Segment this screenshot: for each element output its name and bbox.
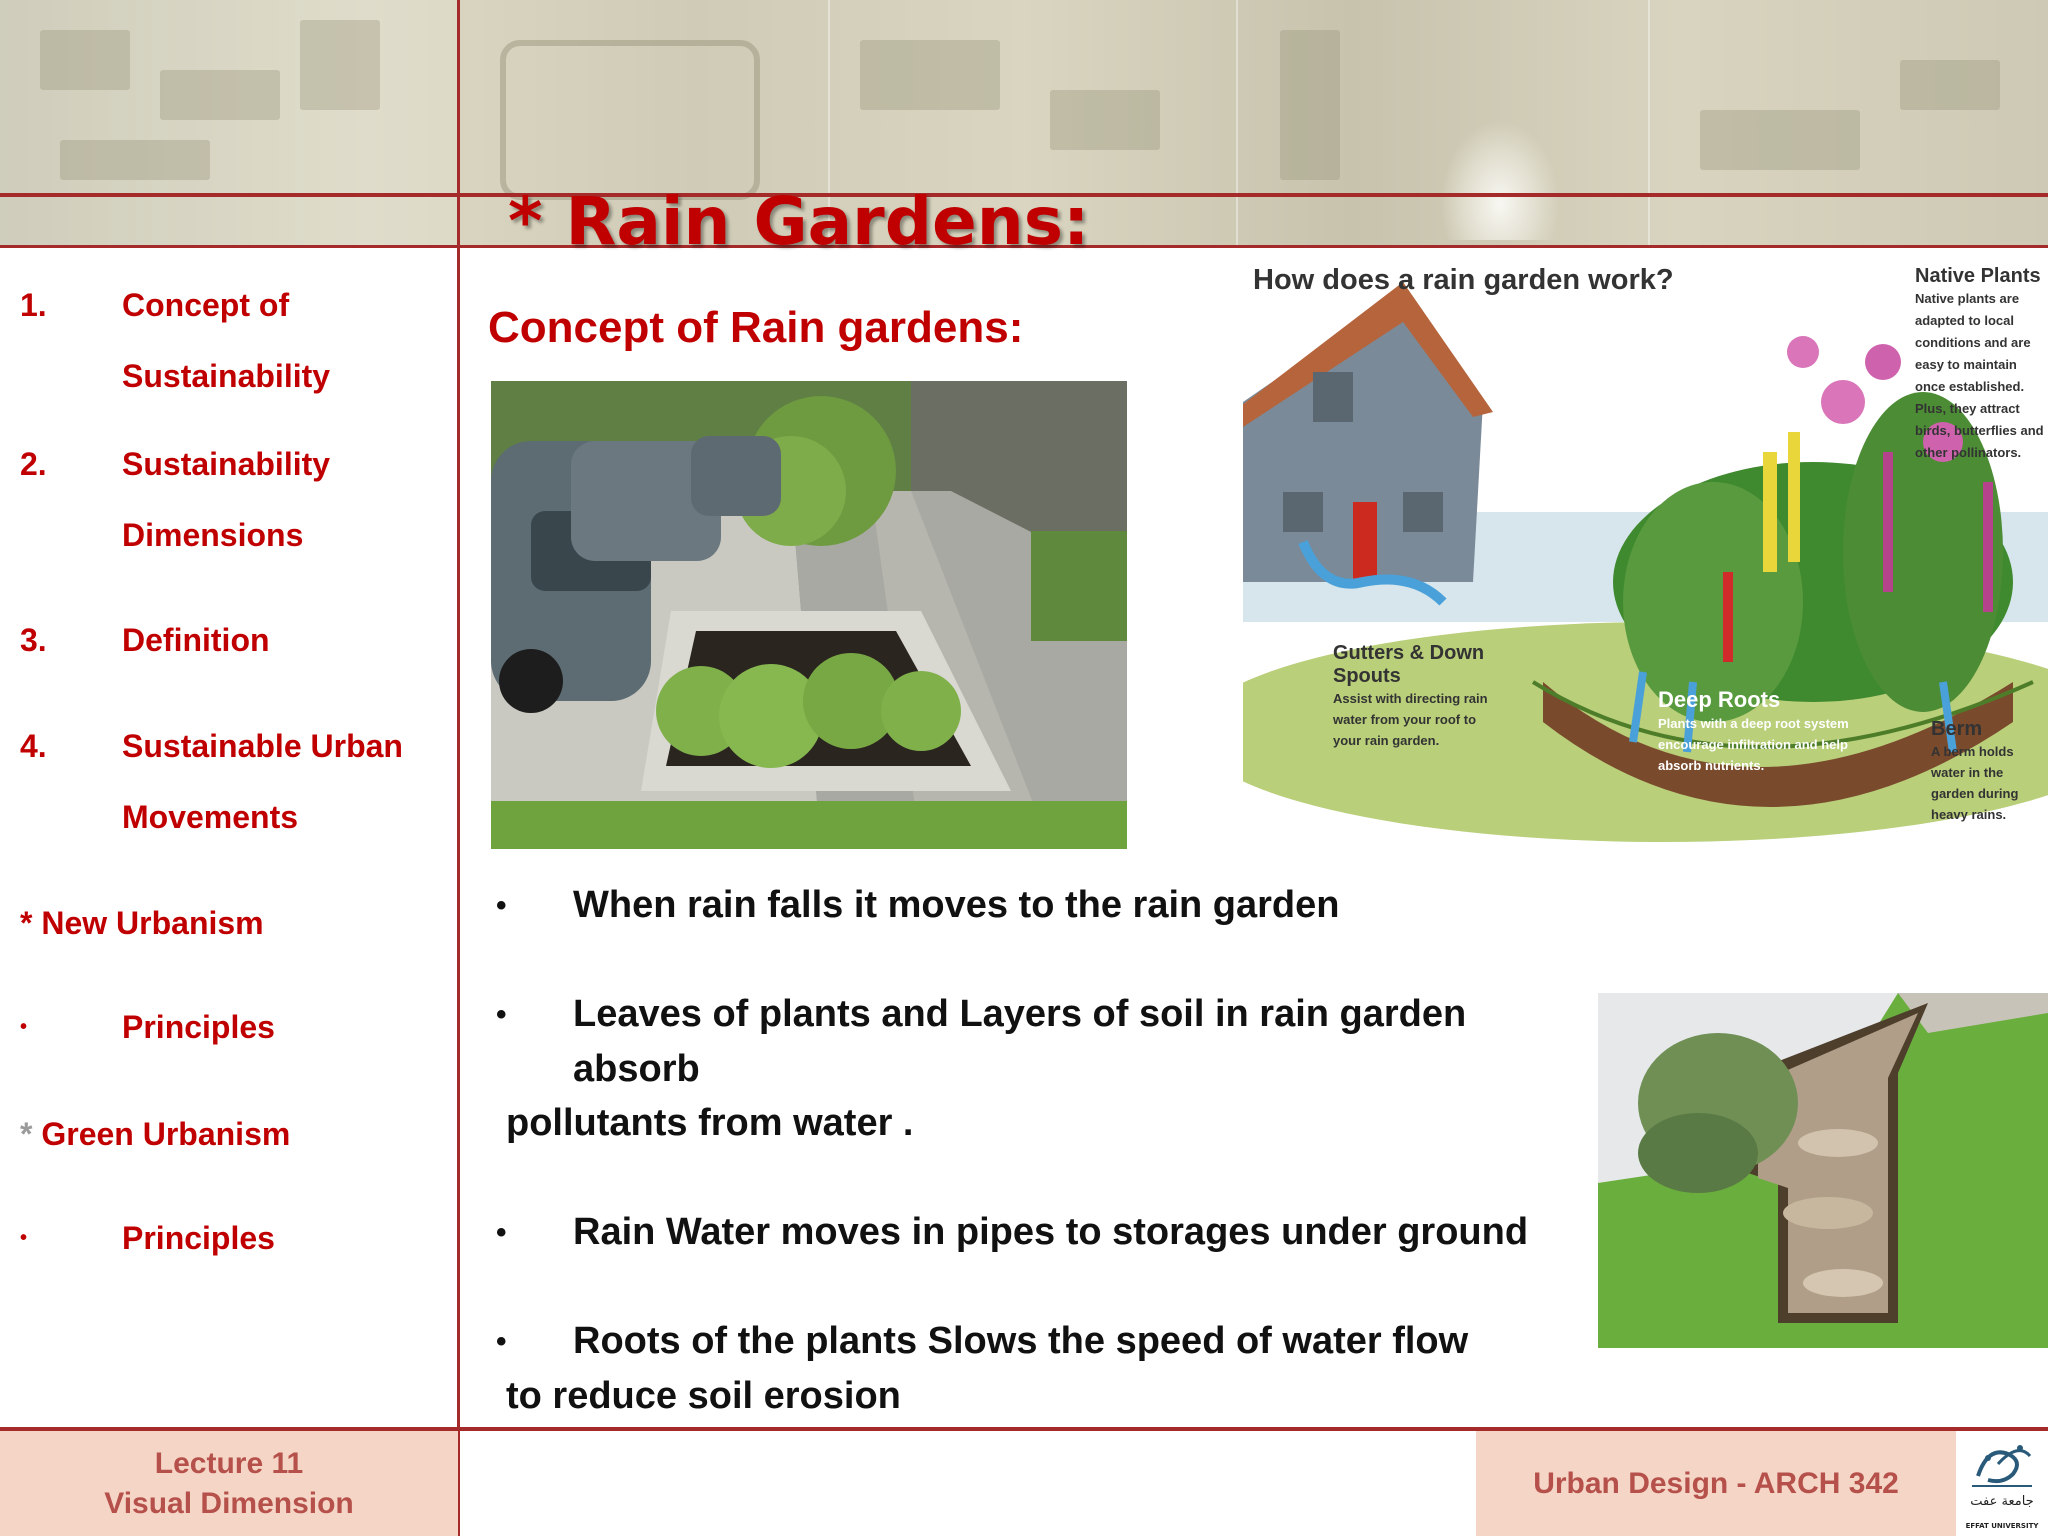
bullet-continuation: pollutants from water . (506, 1102, 914, 1144)
bullet-dot: • (20, 1227, 28, 1249)
sidebar-item-number: 4. (20, 728, 47, 764)
street-rain-garden-illustration (491, 381, 1127, 849)
university-logo-icon (1958, 1436, 2046, 1496)
university-logo (1958, 1436, 2046, 1532)
banner-tower (1280, 30, 1340, 180)
banner-building (1050, 90, 1160, 150)
sidebar-item-label: Definition (122, 622, 270, 658)
sidebar-item-number: 2. (20, 446, 47, 482)
bullet-dot: • (20, 1016, 28, 1038)
course-label: Urban Design - ARCH 342 (1533, 1466, 1899, 1500)
street-rain-garden-photo (491, 381, 1127, 849)
banner-building (1900, 60, 2000, 110)
footer-course-box (1476, 1431, 1956, 1536)
sidebar-outline (0, 248, 458, 1428)
banner-building (40, 30, 130, 90)
callout-body: Assist with directing rain water from your roof to your rain garden. (1333, 691, 1488, 748)
logo-caption: EFFAT UNIVERSITY (1965, 1522, 2039, 1530)
lecture-number: Lecture 11 (154, 1446, 304, 1480)
star-marker: * (20, 1116, 33, 1152)
bullet-text: When rain falls it moves to the rain garden (573, 884, 1340, 926)
sidebar-item-number: 3. (20, 622, 47, 658)
slide-title: * Rain Gardens: (508, 183, 1090, 260)
bullet-continuation: to reduce soil erosion (506, 1375, 901, 1417)
bullet-dot: • (496, 1325, 507, 1358)
bullet-text: Roots of the plants Slows the speed of water flow (573, 1320, 1469, 1362)
callout-body: Plants with a deep root system encourage infiltration and help absorb nutrients. (1658, 716, 1849, 773)
banner-building (160, 70, 280, 120)
banner-building (300, 20, 380, 110)
diagram-deep-roots-callout (1658, 687, 1858, 776)
banner-fountain (1440, 120, 1560, 240)
bullet-dot: • (496, 998, 507, 1031)
rock-swale-illustration (1598, 993, 2048, 1348)
sidebar-item-label: Principles (122, 1009, 275, 1045)
lecture-topic: Visual Dimension (104, 1486, 354, 1520)
sidebar-item-label: New Urbanism (41, 905, 264, 941)
bullet-text: Rain Water moves in pipes to storages under ground (573, 1211, 1529, 1253)
sidebar-item-label: Green Urbanism (41, 1116, 291, 1152)
bullet-dot: • (496, 889, 507, 922)
banner-hexagon-plan (500, 40, 760, 200)
callout-body: Native plants are adapted to local conditions and are easy to maintain once established. Plus, they attract birds, butterflies and other pollinators. (1915, 291, 2044, 460)
banner-building (60, 140, 210, 180)
diagram-berm-callout (1931, 717, 2048, 825)
bullet-text: Leaves of plants and Layers of soil in rain garden absorb (573, 993, 1467, 1090)
sidebar-item-label: Sustainability Dimensions (122, 446, 331, 553)
star-marker: * (20, 905, 33, 941)
section-subtitle: Concept of Rain gardens: (488, 303, 1024, 352)
footer-lecture-box (0, 1431, 458, 1536)
banner-divider (1236, 0, 1238, 248)
diagram-native-plants-callout (1915, 264, 2048, 464)
callout-heading: Berm (1931, 718, 1983, 740)
banner-divider (1648, 0, 1650, 248)
bullet-dot: • (496, 1216, 507, 1249)
diagram-gutters-callout (1333, 642, 1488, 751)
sidebar-item-label: Sustainable Urban Movements (122, 728, 403, 835)
sidebar-item-label: Concept of Sustainability (122, 287, 331, 394)
banner-building (860, 40, 1000, 110)
sidebar-item-number: 1. (20, 287, 47, 323)
callout-heading: Native Plants (1915, 265, 2041, 287)
callout-heading: Gutters & Down Spouts (1333, 642, 1485, 687)
sidebar-item-new-urbanism[interactable] (20, 899, 264, 947)
diagram-title: How does a rain garden work? (1253, 264, 1674, 296)
callout-body: A berm holds water in the garden during heavy rains. (1931, 744, 2019, 822)
callout-heading: Deep Roots (1658, 687, 1781, 712)
rain-garden-diagram (1243, 252, 2048, 850)
logo-arabic-text: جامعة عفت (1970, 1494, 2034, 1509)
sidebar-item-label: Principles (122, 1220, 275, 1256)
rock-swale-photo (1598, 993, 2048, 1348)
sidebar-item-green-urbanism[interactable] (20, 1110, 290, 1158)
banner-building (1700, 110, 1860, 170)
